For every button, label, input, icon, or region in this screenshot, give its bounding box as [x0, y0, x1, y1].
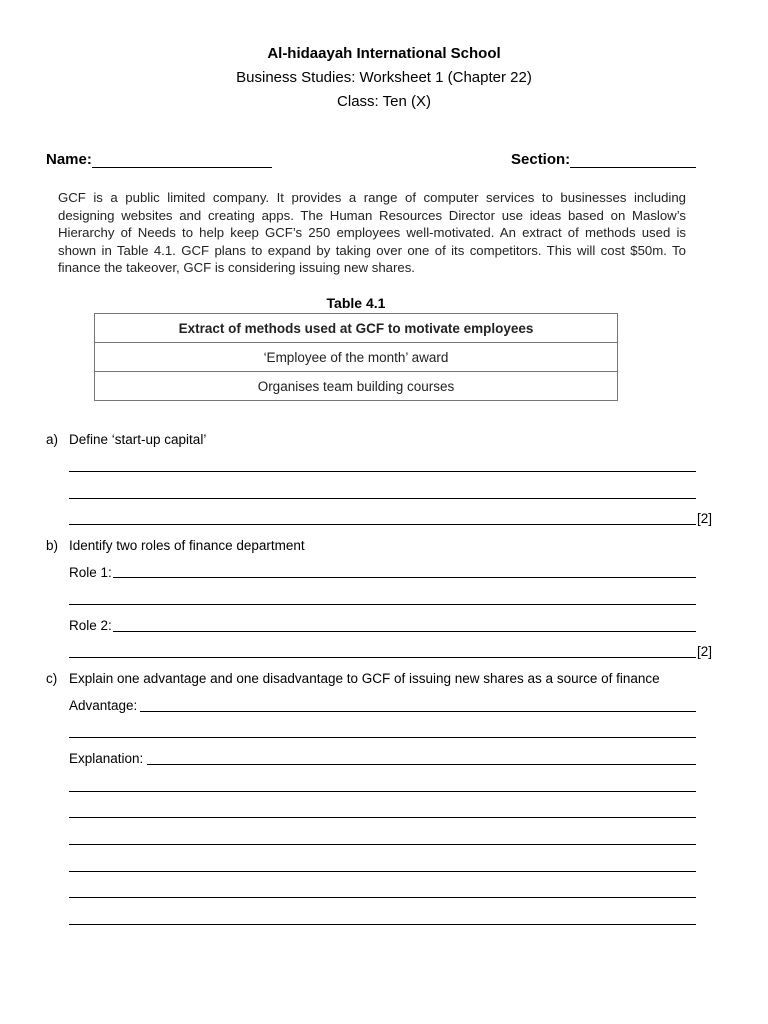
advantage-label: Advantage:	[69, 698, 138, 713]
table-caption: Table 4.1	[326, 295, 386, 311]
role-2-label: Role 2:	[69, 618, 112, 633]
answer-line[interactable]	[69, 897, 696, 898]
answer-line[interactable]	[69, 924, 696, 925]
answer-line[interactable]	[69, 871, 696, 872]
question-c-letter: c)	[46, 671, 58, 686]
section-blank[interactable]	[570, 153, 696, 168]
role-2-answer-line[interactable]	[113, 631, 696, 632]
table-cell: Organises team building courses	[95, 372, 618, 401]
name-field[interactable]	[46, 151, 272, 168]
answer-line[interactable]	[69, 524, 696, 525]
answer-line[interactable]	[69, 844, 696, 845]
table-row	[95, 343, 618, 372]
table-header-row	[95, 314, 618, 343]
answer-line[interactable]	[69, 498, 696, 499]
question-c-text: Explain one advantage and one disadvantage to GCF of issuing new shares as a source of finance	[69, 671, 660, 686]
answer-line[interactable]	[69, 657, 696, 658]
case-study-passage: GCF is a public limited company. It provides a range of computer services to businesses including designing websites and creating apps. The Human Resources Director use ideas based on Maslow’s Hierarchy of Needs to help keep GCF’s 250 employees well-motivated. An extract of methods used is shown in Table 4.1. GCF plans to expand by taking over one of its competitors. This will cost $50m. To finance the takeover, GCF is considering issuing new shares.	[58, 190, 686, 276]
answer-line[interactable]	[69, 604, 696, 605]
advantage-answer-line[interactable]	[140, 711, 696, 712]
role-1-answer-line[interactable]	[113, 577, 696, 578]
marks-label: [2]	[697, 511, 713, 526]
role-1-label: Role 1:	[69, 565, 112, 580]
answer-line[interactable]	[69, 737, 696, 738]
marks-label: [2]	[697, 644, 713, 659]
question-a-text: Define ‘start-up capital’	[69, 432, 207, 447]
question-a-letter: a)	[46, 432, 59, 447]
name-blank[interactable]	[92, 153, 272, 168]
school-name: Al-hidaayah International School	[267, 45, 501, 62]
question-b-letter: b)	[46, 538, 59, 553]
table-cell: ‘Employee of the month’ award	[95, 343, 618, 372]
explanation-answer-line[interactable]	[147, 764, 696, 765]
methods-table	[94, 313, 618, 401]
section-field[interactable]	[511, 151, 696, 168]
worksheet-subject: Business Studies: Worksheet 1 (Chapter 22)	[236, 69, 532, 86]
table-row	[95, 372, 618, 401]
question-b-text: Identify two roles of finance department	[69, 538, 305, 553]
section-label: Section:	[511, 151, 571, 168]
table-header-cell: Extract of methods used at GCF to motivate employees	[95, 314, 618, 343]
explanation-label: Explanation:	[69, 751, 144, 766]
answer-line[interactable]	[69, 817, 696, 818]
answer-line[interactable]	[69, 471, 696, 472]
answer-line[interactable]	[69, 791, 696, 792]
class-label: Class: Ten (X)	[337, 93, 431, 110]
name-label: Name:	[46, 151, 92, 168]
